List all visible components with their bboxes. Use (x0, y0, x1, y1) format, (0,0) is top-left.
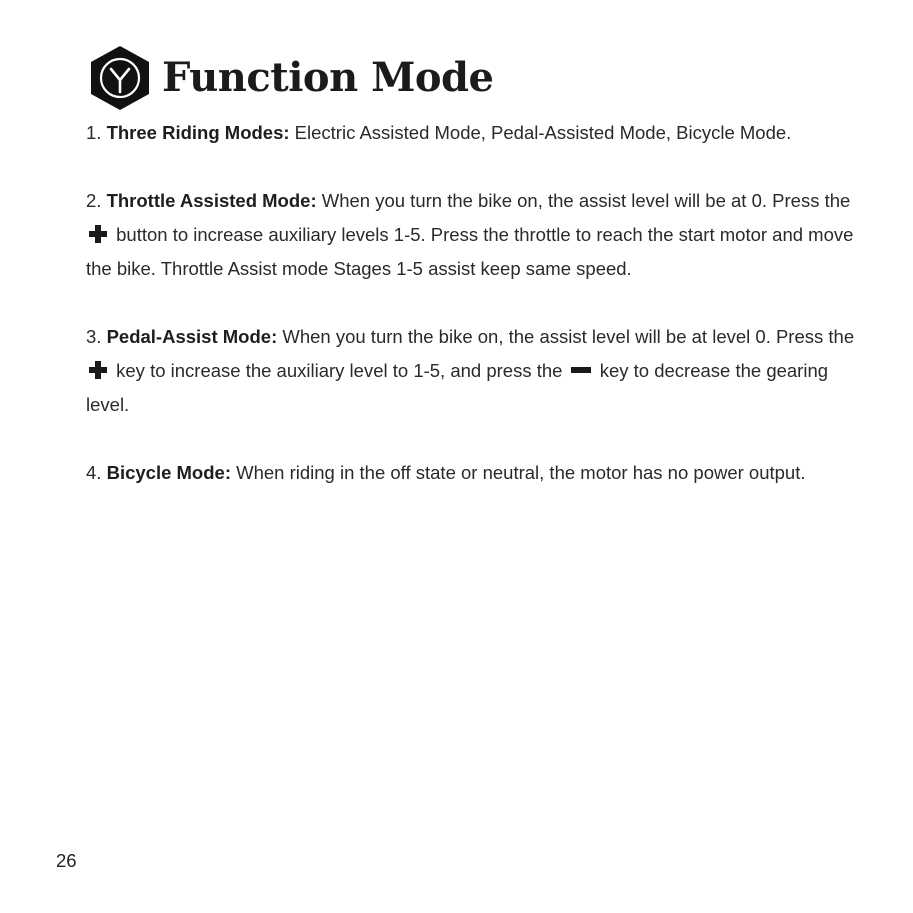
item-heading: Pedal-Assist Mode: (106, 326, 278, 347)
list-item-throttle-mode (86, 184, 866, 286)
list-item-riding-modes (86, 116, 866, 150)
item-heading: Throttle Assisted Mode: (106, 190, 317, 211)
item-text: When you turn the bike on, the assist level will be at 0. Press the (321, 190, 851, 211)
item-text: Electric Assisted Mode, Pedal-Assisted Mode, Bicycle Mode. (294, 122, 792, 143)
item-text: key to increase the auxiliary level to 1-5, and press the (116, 360, 563, 381)
item-number: 3. (86, 326, 102, 347)
item-text: button to increase auxiliary levels 1-5. Press the throttle to reach the start motor and move the bike. Throttle Assist mode Stages 1-5 assist keep same speed. (86, 224, 854, 279)
plus-icon (88, 224, 108, 244)
item-text: When you turn the bike on, the assist level will be at level 0. Press the (282, 326, 855, 347)
item-number: 2. (86, 190, 102, 211)
minus-icon (570, 360, 592, 380)
instructions-list (86, 116, 866, 524)
plus-icon (88, 360, 108, 380)
item-number: 1. (86, 122, 102, 143)
page-header (88, 44, 493, 112)
list-item-pedal-assist (86, 320, 866, 422)
page-title: Function Mode (162, 54, 494, 101)
item-text: key to decrease the gearing level. (86, 360, 829, 415)
list-item-bicycle-mode (86, 456, 866, 490)
hexagon-y-icon (88, 44, 152, 112)
item-text: When riding in the off state or neutral, the motor has no power output. (236, 462, 806, 483)
page-number: 26 (56, 850, 77, 871)
item-heading: Bicycle Mode: (106, 462, 231, 483)
item-heading: Three Riding Modes: (106, 122, 290, 143)
item-number: 4. (86, 462, 102, 483)
